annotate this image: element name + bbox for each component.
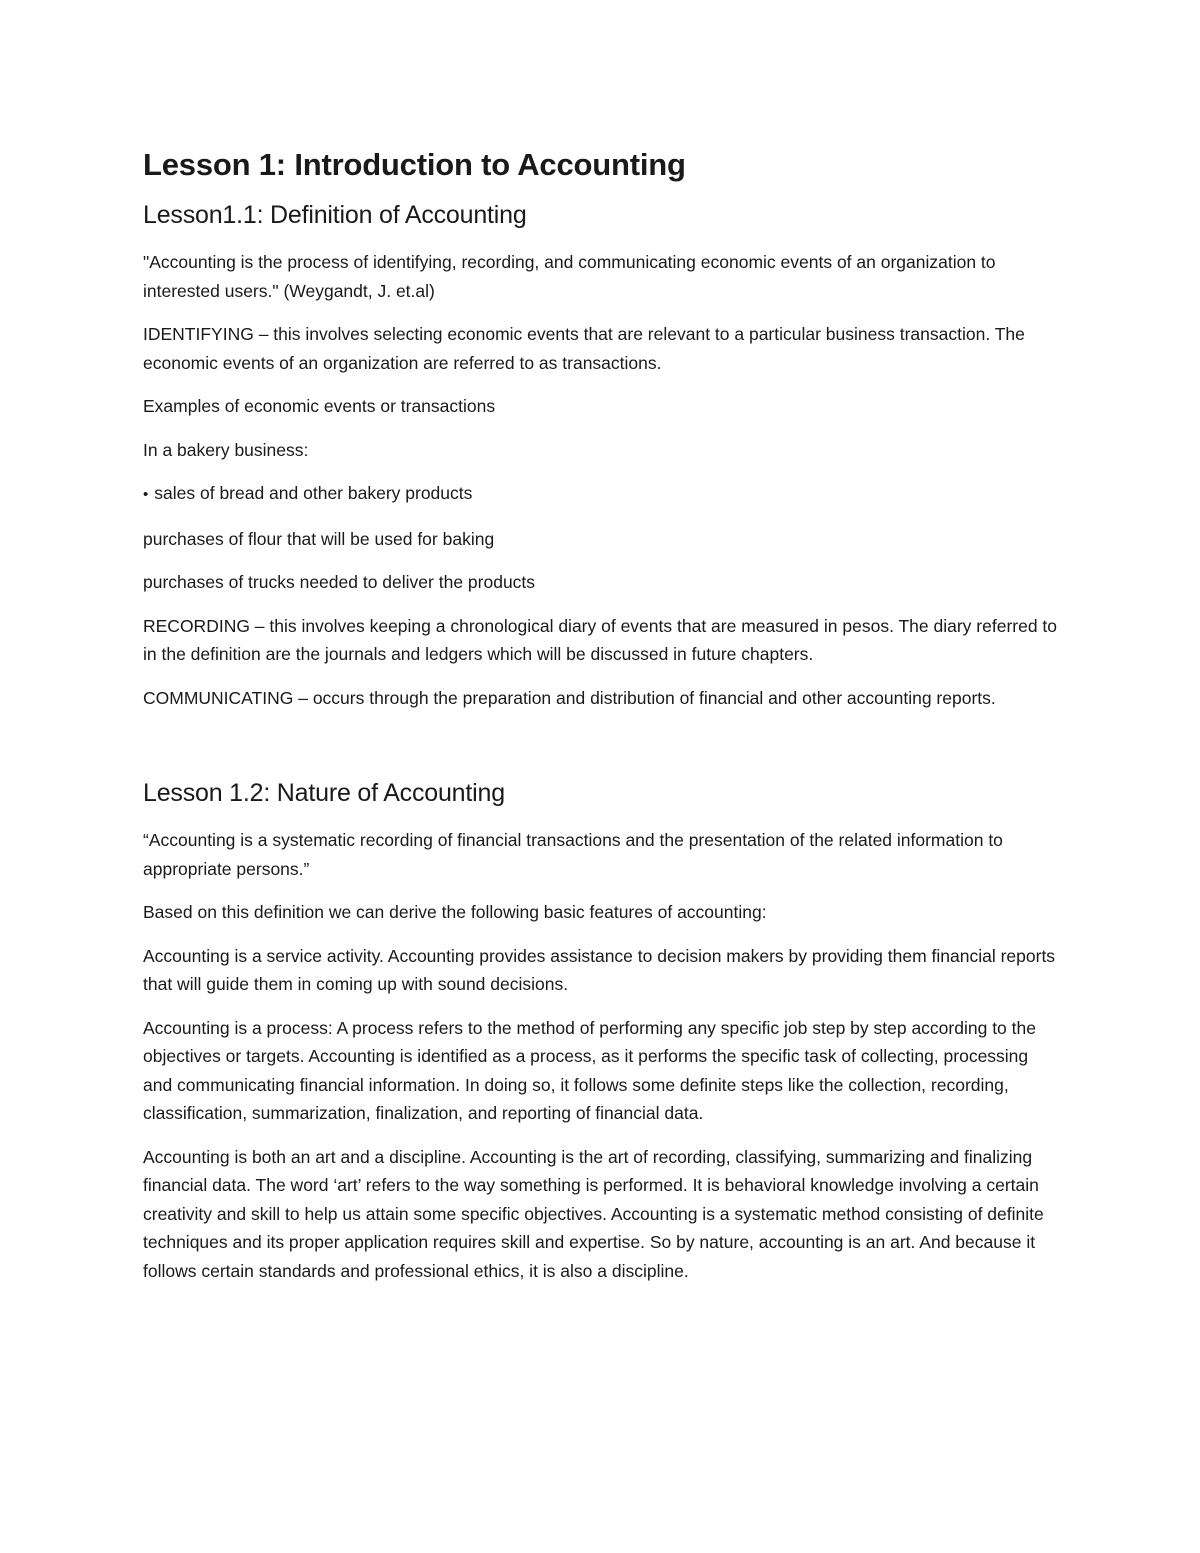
nature-quote: “Accounting is a systematic recording of financial transactions and the presentation of the related information to appropriate persons.” (143, 830, 1003, 879)
service-activity-paragraph: Accounting is a service activity. Accounting provides assistance to decision makers by providing them financial reports that will guide them in coming up with sound decisions. (143, 945, 1056, 994)
bakery-intro: In a bakery business: (143, 439, 309, 460)
communicating-paragraph: COMMUNICATING – occurs through the preparation and distribution of financial and other accounting reports. (143, 687, 996, 708)
identifying-paragraph: IDENTIFYING – this involves selecting economic events that are relevant to a particular business transaction. The economic events of an organization are referred to as transactions. (143, 324, 1025, 373)
lesson-1-1-title: Lesson1.1: Definition of Accounting (143, 201, 527, 229)
definition-quote: "Accounting is the process of identifying, recording, and communicating economic events of an organization to interested users." (Weygandt, J. et.al) (143, 252, 996, 301)
art-discipline-paragraph: Accounting is both an art and a discipline. Accounting is the art of recording, classifying, summarizing and finalizing financial data. The word ‘art’ refers to the way something is performed. It is behavioral knowledge involving a certain creativity and skill to help us attain some specific objectives. Accounting is a systematic method consisting of definite techniques and its proper application requires skill and expertise. So by nature, accounting is an art. And because it follows certain standards and professional ethics, it is also a discipline. (143, 1146, 1044, 1281)
bullet-list-item (143, 479, 1058, 510)
bullet-icon: • (143, 486, 149, 503)
document-page (143, 142, 1058, 1300)
process-paragraph: Accounting is a process: A process refers to the method of performing any specific job step by step according to the objectives or targets. Accounting is identified as a process, as it performs the specific task of collecting, processing and communicating financial information. In doing so, it follows some definite steps like the collection, recording, classification, summarization, finalization, and reporting of financial data. (143, 1017, 1036, 1123)
bullet-item-text: sales of bread and other bakery products (154, 483, 473, 503)
lesson-1-title: Lesson 1: Introduction to Accounting (143, 147, 686, 182)
recording-paragraph: RECORDING – this involves keeping a chronological diary of events that are measured in pesos. The diary referred to in the definition are the journals and ledgers which will be discussed in future chapters. (143, 615, 1058, 664)
derive-paragraph: Based on this definition we can derive the following basic features of accounting: (143, 902, 767, 922)
item-trucks: purchases of trucks needed to deliver the products (143, 572, 536, 592)
item-flour: purchases of flour that will be used for baking (143, 528, 495, 549)
lesson-1-2-title: Lesson 1.2: Nature of Accounting (143, 779, 505, 807)
examples-heading: Examples of economic events or transactions (143, 396, 496, 416)
